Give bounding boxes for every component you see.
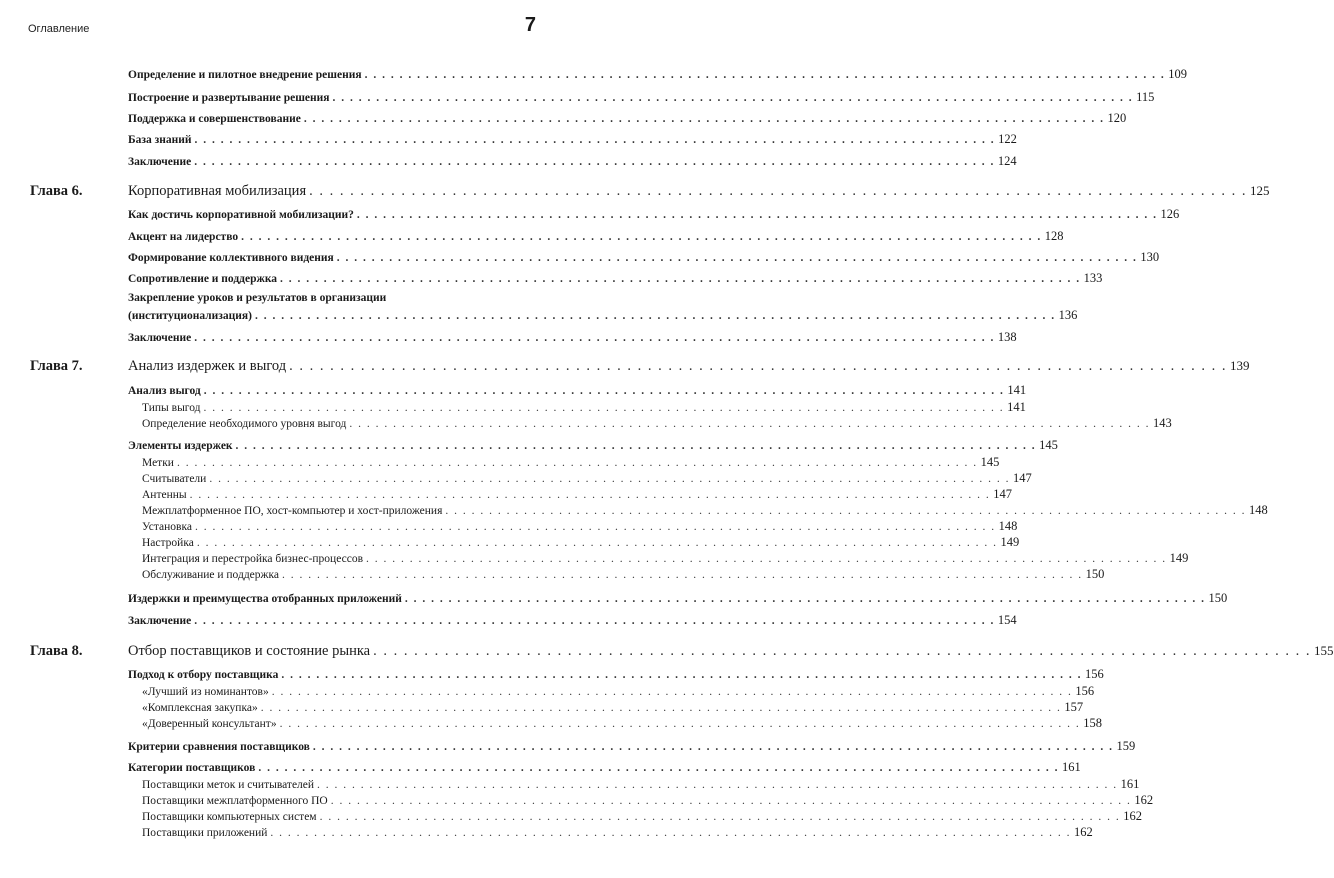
dot-leader	[357, 209, 1158, 221]
toc-subentry[interactable]	[142, 535, 1020, 550]
toc-entry[interactable]	[128, 739, 1136, 754]
toc-entry[interactable]	[128, 111, 1127, 126]
toc-entry-page: 141	[1007, 383, 1027, 397]
dot-leader	[373, 643, 1311, 660]
dot-leader	[317, 779, 1118, 791]
toc-entry-title: Подход к отбору поставщика	[128, 669, 279, 681]
toc-entry[interactable]	[128, 667, 1104, 682]
dot-leader	[333, 92, 1134, 104]
toc-subentry[interactable]	[142, 809, 1142, 824]
toc-entry[interactable]	[128, 591, 1228, 606]
toc-entry-title-line1: Закрепление уроков и результатов в организации	[128, 292, 387, 304]
toc-subentry-page: 145	[980, 455, 1000, 469]
toc-entry-page: 124	[997, 154, 1017, 168]
toc-subentry-page: 148	[998, 519, 1018, 533]
toc-entry-title: Сопротивление и поддержка	[128, 273, 278, 285]
toc-entry-title: Анализ выгод	[128, 385, 201, 397]
toc-subentry[interactable]	[142, 519, 1018, 534]
toc-subentry-title: Определение необходимого уровня выгод	[142, 418, 347, 430]
toc-subentry[interactable]	[142, 471, 1032, 486]
toc-subentry[interactable]	[142, 503, 1268, 518]
toc-subentry-page: 149	[1169, 551, 1189, 565]
toc-subentry-title: Обслуживание и поддержка	[142, 569, 279, 581]
chapter-title: Корпоративная мобилизация	[128, 183, 307, 199]
dot-leader	[282, 569, 1083, 581]
toc-entry-multiline[interactable]	[128, 292, 510, 304]
toc-entry-title: Заключение	[128, 156, 192, 168]
dot-leader	[289, 358, 1227, 375]
toc-subentry-page: 156	[1075, 684, 1095, 698]
toc-entry-page: 138	[997, 330, 1017, 344]
chapter-entry[interactable]	[128, 183, 1270, 200]
toc-subentry-title: Установка	[142, 521, 192, 533]
toc-entry[interactable]	[128, 90, 1155, 105]
toc-entry[interactable]	[128, 330, 1017, 345]
dot-leader	[365, 69, 1166, 81]
toc-entry-page: 109	[1168, 67, 1187, 81]
chapter-page: 139	[1230, 358, 1250, 373]
toc-entry-page: 126	[1160, 207, 1180, 221]
toc-subentry[interactable]	[142, 567, 1105, 582]
toc-subentry-page: 162	[1134, 793, 1154, 807]
toc-subentry-page: 147	[1012, 471, 1032, 485]
toc-entry-title: Акцент на лидерство	[128, 231, 239, 243]
toc-subentry-title: Считыватели	[142, 473, 207, 485]
dot-leader	[197, 537, 998, 549]
chapter-label: Глава 8.	[30, 643, 83, 659]
toc-subentry[interactable]	[142, 700, 1084, 715]
chapter-title: Отбор поставщиков и состояние рынка	[128, 643, 371, 659]
toc-subentry-title: «Доверенный консультант»	[142, 718, 277, 730]
toc-entry-title: База знаний	[128, 134, 192, 146]
toc-subentry-page: 141	[1007, 400, 1026, 414]
toc-entry[interactable]	[128, 250, 1160, 265]
toc-subentry-page: 158	[1083, 716, 1102, 730]
toc-entry-title: Заключение	[128, 332, 192, 344]
toc-entry[interactable]	[128, 271, 1103, 286]
toc-subentry-page: 162	[1123, 809, 1142, 823]
dot-leader	[349, 418, 1150, 430]
toc-subentry[interactable]	[142, 684, 1095, 699]
toc-entry-title: Формирование коллективного видения	[128, 252, 334, 264]
dot-leader	[258, 762, 1059, 774]
toc-entry-page: 133	[1083, 271, 1103, 285]
toc-entry[interactable]	[128, 383, 1027, 398]
chapter-title: Анализ издержек и выгод	[128, 358, 287, 374]
page-number: 7	[524, 14, 536, 36]
toc-entry-title: Категории поставщиков	[128, 762, 256, 774]
dot-leader	[194, 332, 995, 344]
toc-subentry[interactable]	[142, 487, 1012, 502]
dot-leader	[280, 718, 1081, 730]
toc-entry-page: 115	[1136, 90, 1155, 104]
toc-subentry-page: 143	[1152, 416, 1172, 430]
toc-subentry-title: Поставщики компьютерных систем	[142, 811, 317, 823]
dot-leader	[320, 811, 1121, 823]
dot-leader	[236, 440, 1037, 452]
dot-leader	[281, 669, 1082, 681]
dot-leader	[194, 156, 995, 168]
toc-subentry[interactable]	[142, 825, 1093, 840]
toc-subentry-title: Метки	[142, 457, 174, 469]
dot-leader	[190, 489, 991, 501]
toc-entry-page: 136	[1058, 308, 1078, 322]
dot-leader	[194, 615, 995, 627]
toc-subentry-page: 162	[1074, 825, 1093, 839]
toc-entry-page: 156	[1084, 667, 1104, 681]
toc-subentry-title: Поставщики меток и считывателей	[142, 779, 315, 791]
toc-subentry-title: Поставщики приложений	[142, 827, 268, 839]
toc-entry-page: 159	[1116, 739, 1136, 753]
dot-leader	[194, 134, 995, 146]
toc-entry[interactable]	[128, 613, 1017, 628]
dot-leader	[366, 553, 1167, 565]
dot-leader	[280, 273, 1081, 285]
toc-entry[interactable]	[128, 308, 1078, 323]
toc-entry-page: 120	[1107, 111, 1127, 125]
toc-entry[interactable]	[128, 438, 1058, 453]
dot-leader	[445, 505, 1246, 517]
toc-subentry-title: «Комплексная закупка»	[142, 702, 258, 714]
toc-entry[interactable]	[128, 760, 1081, 775]
toc-subentry-title: Интеграция и перестройка бизнес-процессов	[142, 553, 363, 565]
dot-leader	[331, 795, 1132, 807]
page-header	[28, 14, 536, 42]
dot-leader	[195, 521, 996, 533]
toc-entry-page: 128	[1044, 229, 1064, 243]
toc-entry-title: Поддержка и совершенствование	[128, 113, 301, 125]
dot-leader	[204, 385, 1005, 397]
dot-leader	[255, 310, 1056, 322]
toc-entry-title: Критерии сравнения поставщиков	[128, 741, 310, 753]
toc-subentry-page: 148	[1248, 503, 1268, 517]
toc-entry-title: Определение и пилотное внедрение решения	[128, 69, 362, 81]
toc-entry[interactable]	[128, 132, 1017, 147]
toc-subentry[interactable]	[142, 716, 1102, 731]
toc-subentry[interactable]	[142, 416, 1172, 431]
dot-leader	[177, 457, 978, 469]
toc-subentry-title: Типы выгод	[142, 402, 201, 414]
chapter-page: 155	[1314, 643, 1334, 658]
dot-leader	[261, 702, 1062, 714]
dot-leader	[309, 183, 1247, 200]
toc-entry-title: Издержки и преимущества отобранных приложений	[128, 593, 402, 605]
toc-entry-page: 161	[1061, 760, 1081, 774]
toc-entry-page: 150	[1208, 591, 1228, 605]
dot-leader	[337, 252, 1138, 264]
toc-entry-title-line2: (институционализация)	[128, 310, 252, 322]
toc-entry-page: 130	[1140, 250, 1160, 264]
chapter-entry[interactable]	[128, 643, 1334, 660]
toc-subentry-title: Антенны	[142, 489, 187, 501]
toc-subentry-title: Настройка	[142, 537, 194, 549]
toc-subentry[interactable]	[142, 400, 1026, 415]
toc-entry-page: 154	[997, 613, 1017, 627]
toc-entry-title: Заключение	[128, 615, 192, 627]
toc-entry-title: Построение и развертывание решения	[128, 92, 330, 104]
toc-subentry[interactable]	[142, 551, 1189, 566]
dot-leader	[204, 402, 1005, 414]
chapter-page: 125	[1250, 183, 1270, 198]
toc-subentry-page: 157	[1064, 700, 1084, 714]
toc-subentry-title: Межплатформенное ПО, хост-компьютер и хост-приложения	[142, 505, 443, 517]
toc-entry-title: Как достичь корпоративной мобилизации?	[128, 209, 354, 221]
toc-subentry-page: 147	[993, 487, 1012, 501]
dot-leader	[209, 473, 1010, 485]
dot-leader	[405, 593, 1206, 605]
dot-leader	[304, 113, 1105, 125]
toc-subentry-title: «Лучший из номинантов»	[142, 686, 269, 698]
toc-subentry-title: Поставщики межплатформенного ПО	[142, 795, 328, 807]
dot-leader	[313, 741, 1114, 753]
chapter-label: Глава 6.	[30, 183, 83, 199]
toc-entry-page: 145	[1039, 438, 1058, 452]
chapter-entry[interactable]	[128, 358, 1250, 375]
toc-entry[interactable]	[128, 229, 1064, 244]
toc-subentry[interactable]	[142, 455, 1000, 470]
toc-subentry-page: 150	[1085, 567, 1105, 581]
chapter-label: Глава 7.	[30, 358, 83, 374]
dot-leader	[272, 686, 1073, 698]
toc-subentry-page: 161	[1120, 777, 1140, 791]
toc-entry-title: Элементы издержек	[128, 440, 233, 452]
toc-subentry[interactable]	[142, 777, 1140, 792]
toc-subentry[interactable]	[142, 793, 1154, 808]
running-title: Оглавление	[28, 23, 90, 35]
dot-leader	[241, 231, 1042, 243]
toc-subentry-page: 149	[1000, 535, 1020, 549]
toc-entry[interactable]	[128, 207, 1180, 222]
dot-leader	[270, 827, 1071, 839]
toc-entry[interactable]	[128, 67, 1187, 82]
toc-entry-page: 122	[998, 132, 1017, 146]
toc-entry[interactable]	[128, 154, 1017, 169]
